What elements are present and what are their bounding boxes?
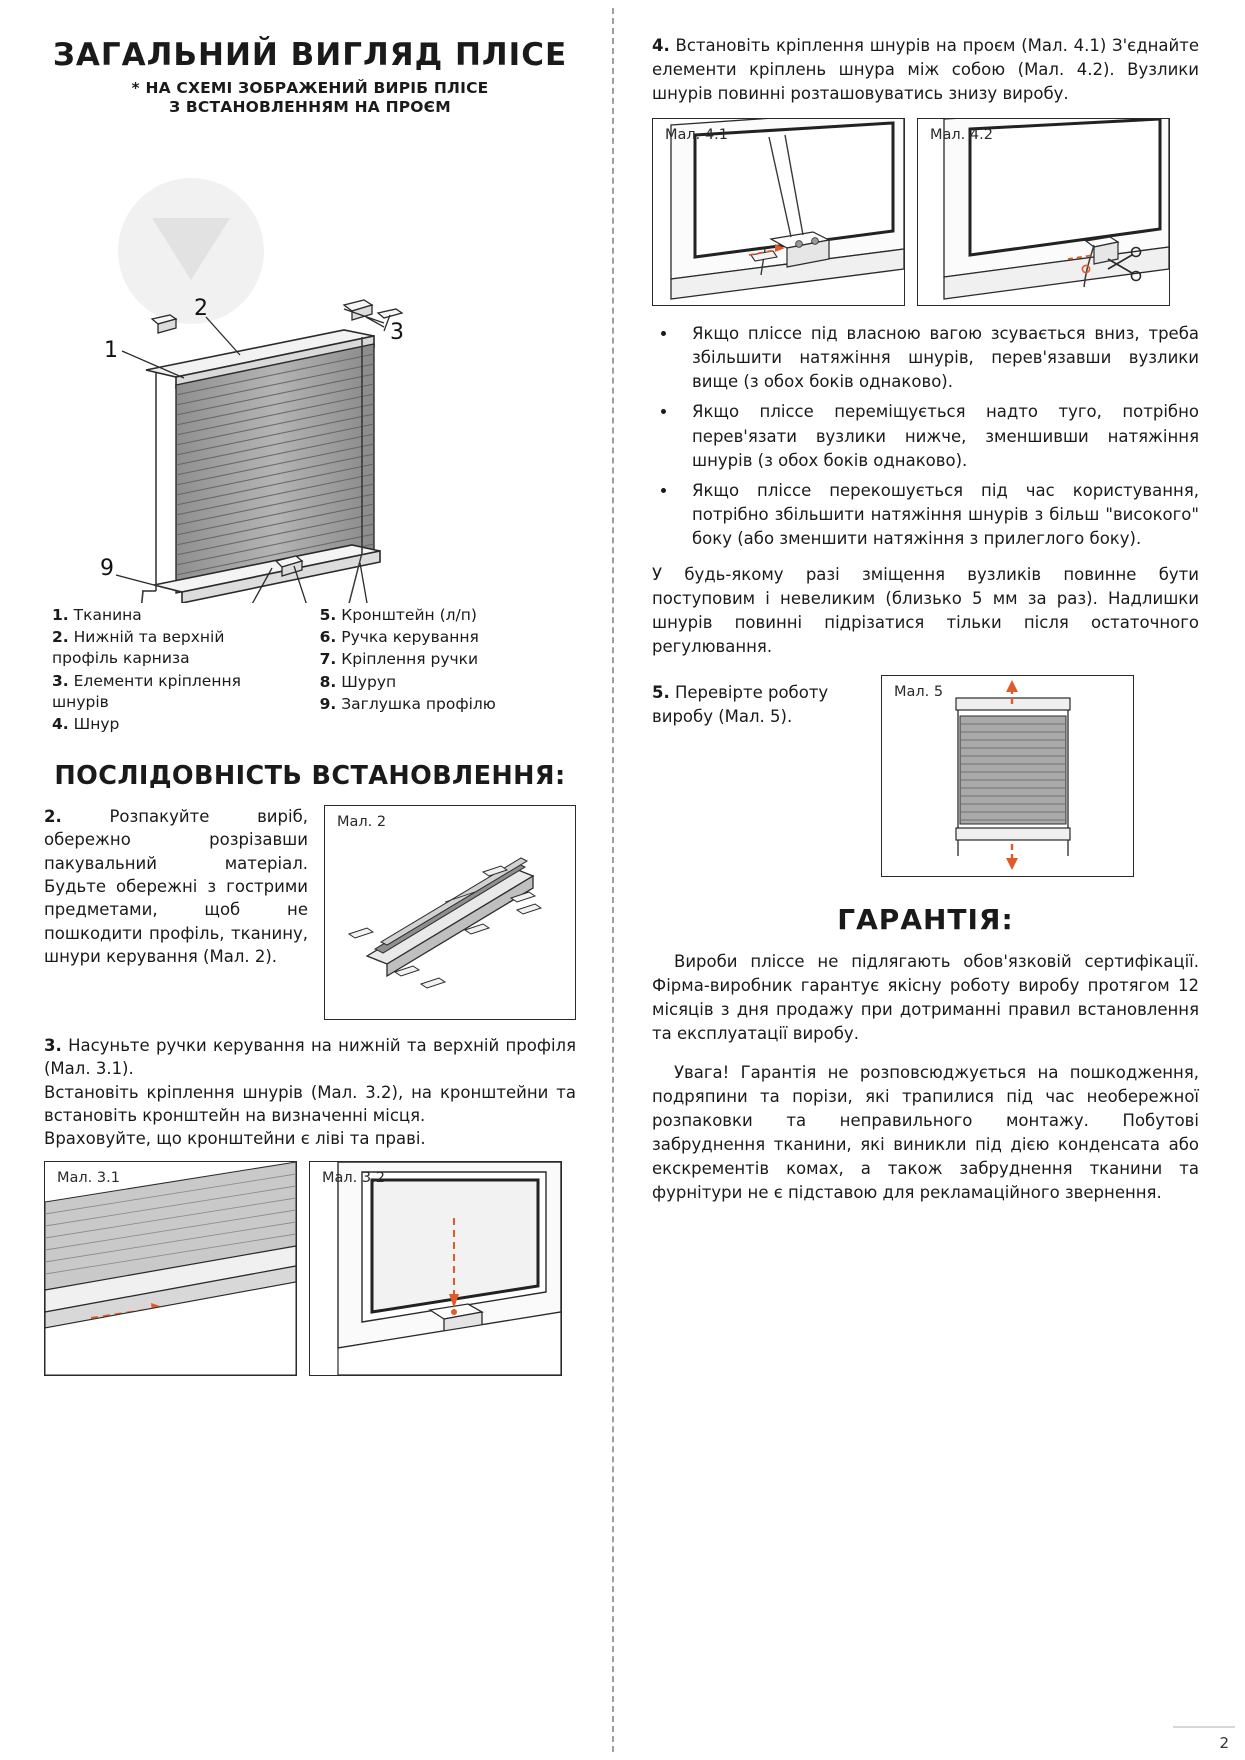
legend-item xyxy=(320,672,576,693)
legend-number: 4. xyxy=(52,715,69,734)
warranty-paragraph-2: Увага! Гарантія не розповсюджується на пошкодження, подряпини та порізи, які трапилися під час необережної розпаковки та неправильного монтажу. Побутові забруднення тканини, які виникли під дією конденсата або екскрементів комах, а також забруднення тканини та фурнітури не є підставою для рекламаційного звернення. xyxy=(652,1062,1199,1202)
step-2 xyxy=(44,805,576,1020)
callout-1: 1 xyxy=(104,337,118,363)
step-3-line-1: Насуньте ручки керування на нижній та верхній профіля (Мал. 3.1). xyxy=(44,1035,576,1079)
callout-3: 3 xyxy=(390,319,404,345)
figure-4-1 xyxy=(652,118,905,306)
step-2-text xyxy=(44,805,308,1020)
figure-5-label: Мал. 5 xyxy=(894,684,944,701)
left-column xyxy=(0,0,612,1760)
legend-column-2 xyxy=(320,605,576,737)
legend-label: Нижній та верхній профіль карниза xyxy=(52,627,225,668)
legend-number: 8. xyxy=(319,672,337,691)
legend-number: 1. xyxy=(52,605,69,624)
legend-item xyxy=(52,714,294,735)
legend-label: Кріплення ручки xyxy=(341,650,479,669)
step-2-body: Розпакуйте виріб, обережно розрізавши пакувальний матеріал. Будьте обережні з гострими предметами, щоб не пошкодити профіль, тканину, шнури керування (Мал. 2). xyxy=(44,806,309,967)
step-5-number: 5. xyxy=(652,683,670,703)
legend-label: Заглушка профілю xyxy=(341,695,496,714)
figure-4-1-label: Мал. 4.1 xyxy=(665,127,728,144)
legend-number: 3. xyxy=(52,671,69,690)
step-3-line-2: Встановіть кріплення шнурів (Мал. 3.2), на кронштейни та встановіть кронштейн на визначенні місця. xyxy=(44,1082,576,1126)
warranty-paragraph-1: Вироби пліссе не підлягають обов'язковій сертифікації. Фірма-виробник гарантує якісну роботу виробу протягом 12 місяців з дня продажу при дотриманні правил встановлення та експлуатації виробу. xyxy=(652,952,1199,1044)
step-3-number: 3. xyxy=(44,1035,62,1055)
figure-3-1-drawing xyxy=(45,1162,296,1375)
figure-4-2-drawing xyxy=(918,119,1169,305)
right-column xyxy=(616,0,1245,1760)
figure-3-2-drawing xyxy=(310,1162,561,1375)
legend-column-1 xyxy=(44,605,294,737)
figure-2-drawing xyxy=(325,806,575,1019)
figure-3-2 xyxy=(309,1161,562,1376)
legend-number: 7. xyxy=(319,650,337,669)
legend-label: Шнур xyxy=(73,715,120,734)
legend-number: 2. xyxy=(52,627,69,646)
page-number: 2 xyxy=(1219,1734,1229,1752)
figure-5-drawing xyxy=(882,676,1133,876)
legend-item xyxy=(52,605,294,626)
overview-diagram xyxy=(44,123,576,603)
legend-number: 9. xyxy=(319,695,337,714)
callout-2: 2 xyxy=(194,295,208,321)
legend-label: Шуруп xyxy=(341,672,397,691)
figure-3-2-label: Мал. 3.2 xyxy=(322,1169,385,1186)
step-3-text xyxy=(44,1034,576,1151)
legend-label: Ручка керування xyxy=(341,627,479,646)
figure-2-label: Мал. 2 xyxy=(337,813,387,830)
step-5-body: Перевірте роботу виробу (Мал. 5). xyxy=(652,683,829,726)
subtitle-line-2: З ВСТАНОВЛЕННЯМ НА ПРОЄМ xyxy=(169,97,451,116)
subtitle-line-1: * НА СХЕМІ ЗОБРАЖЕНИЙ ВИРІБ ПЛІСЕ xyxy=(131,78,489,97)
section-title-warranty: ГАРАНТІЯ: xyxy=(837,903,1014,937)
legend-item xyxy=(320,605,576,626)
bullet-item: • Якщо пліссе під власною вагою зсувається вниз, треба збільшити натяжіння шнурів, перев'язавши вузлики вище (з обох боків однаково). xyxy=(678,322,1199,394)
legend-label: Елементи кріплення шнурів xyxy=(52,671,241,712)
figure-4-2-label: Мал. 4.2 xyxy=(930,127,993,144)
pleated-blind-drawing xyxy=(44,123,574,603)
figure-4-1-drawing xyxy=(653,119,904,305)
page-number-rule xyxy=(1173,1726,1235,1728)
legend-number: 6. xyxy=(319,627,337,646)
step-4-number: 4. xyxy=(652,36,670,55)
step-5 xyxy=(652,675,1199,877)
legend-number: 5. xyxy=(319,605,337,624)
step-4-text xyxy=(652,34,1199,106)
figures-4 xyxy=(652,118,1199,306)
figure-3-1-label: Мал. 3.1 xyxy=(57,1169,120,1186)
parts-legend xyxy=(44,605,576,737)
step-4-body: Встановіть кріплення шнурів на проєм (Мал. 4.1) З'єднайте елементи кріплень шнура між собою (Мал. 4.2). Вузлики шнурів повинні розташовуватись знизу виробу. xyxy=(652,36,1199,104)
bullet-item: • Якщо пліссе перекошується під час користування, потрібно збільшити натяжіння шнурів з більш "високого" боку (або зменшити натяжіння з прилеглого боку). xyxy=(678,479,1199,551)
figure-4-2 xyxy=(917,118,1170,306)
page-title: ЗАГАЛЬНИЙ ВИГЛЯД ПЛІСЕ xyxy=(52,37,568,73)
adjustment-note: У будь-якому разі зміщення вузликів повинне бути поступовим і невеликим (близько 5 мм за раз). Надлишки шнурів повинні підрізатися тільки після остаточного регулювання. xyxy=(652,564,1199,657)
legend-label: Кронштейн (л/п) xyxy=(341,605,477,624)
step-5-text xyxy=(652,675,867,728)
legend-item xyxy=(52,671,294,714)
step-3-line-3: Враховуйте, що кронштейни є ліві та праві. xyxy=(44,1129,426,1149)
bullet-item: • Якщо пліссе переміщується надто туго, потрібно перев'язати вузлики нижче, зменшивши натяжіння шнурів (з обох боків однаково). xyxy=(678,400,1199,472)
figures-3 xyxy=(44,1161,576,1376)
section-title-sequence: ПОСЛІДОВНІСТЬ ВСТАНОВЛЕННЯ: xyxy=(54,760,566,791)
legend-item xyxy=(320,649,576,670)
figure-2 xyxy=(324,805,576,1020)
page-subtitle xyxy=(44,79,576,117)
step-2-number: 2. xyxy=(44,806,62,826)
figure-5 xyxy=(881,675,1134,877)
legend-item xyxy=(320,627,576,648)
legend-item xyxy=(320,694,576,715)
adjustment-bullets xyxy=(652,322,1199,551)
legend-item xyxy=(52,627,294,670)
legend-label: Тканина xyxy=(73,605,142,624)
figure-3-1 xyxy=(44,1161,297,1376)
callout-9: 9 xyxy=(100,555,114,581)
